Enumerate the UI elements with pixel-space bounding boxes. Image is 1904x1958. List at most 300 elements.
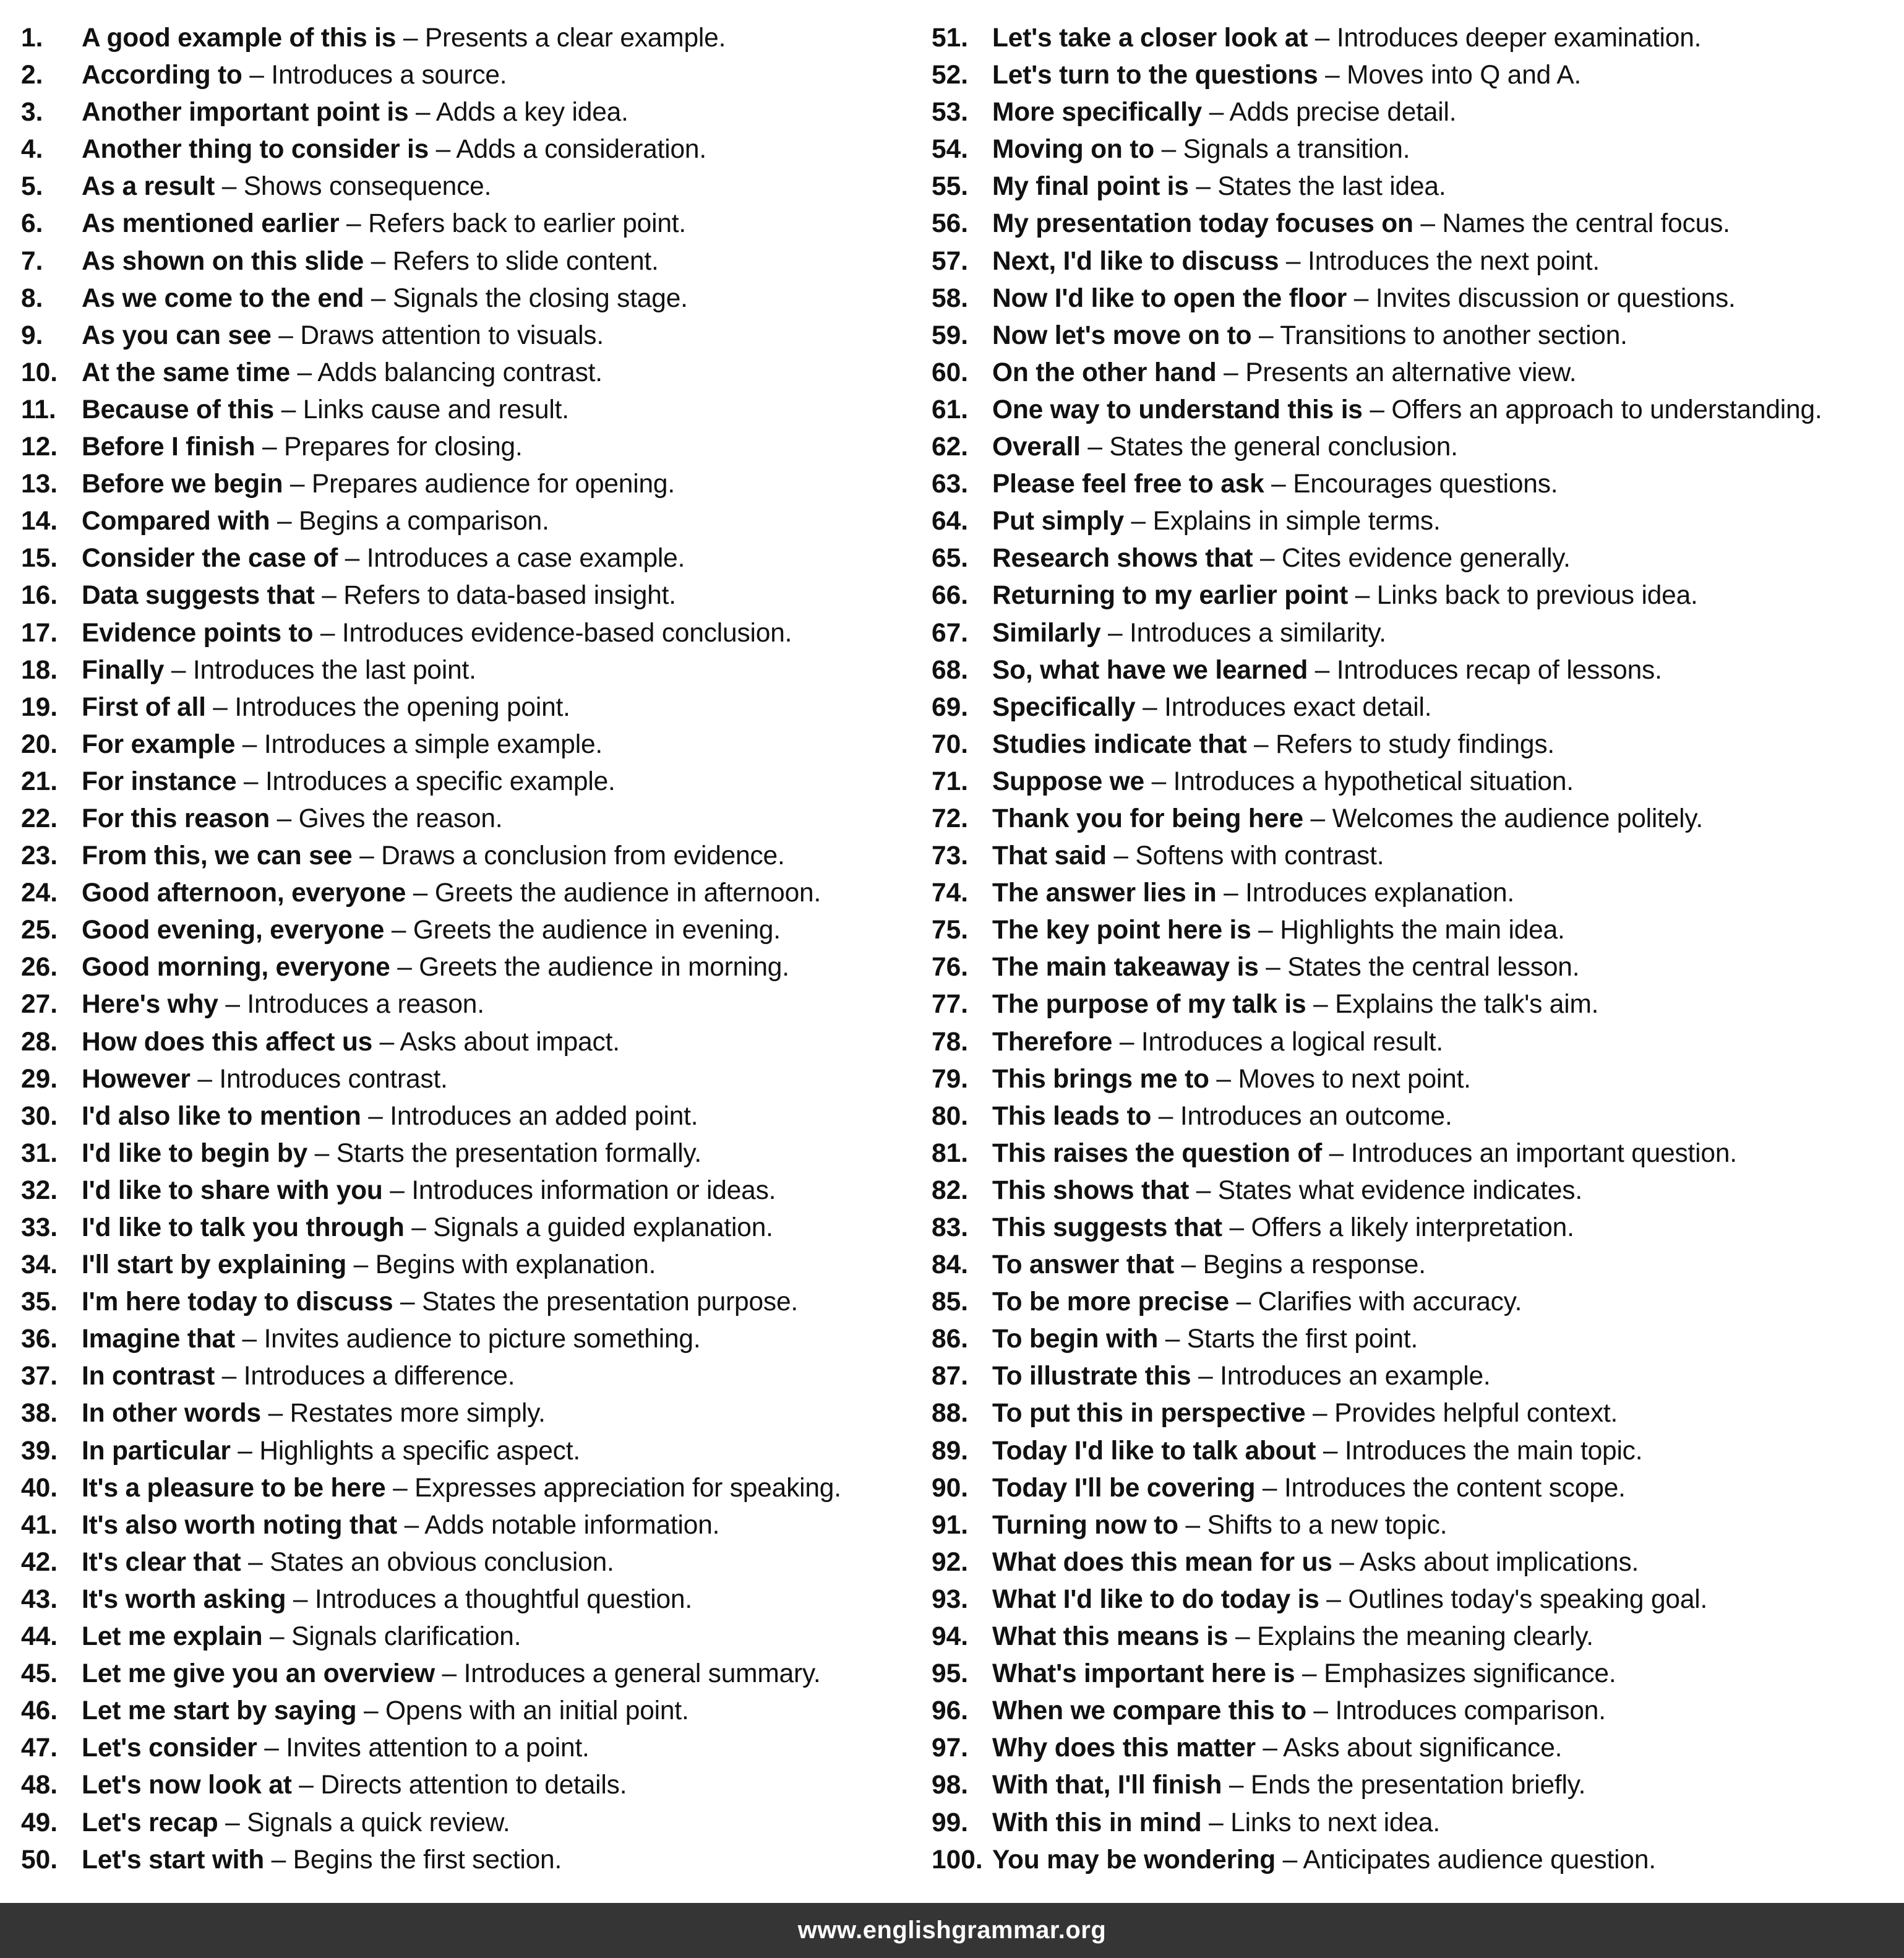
item-description: Introduces the last point. bbox=[192, 655, 476, 685]
list-item bbox=[932, 57, 1897, 94]
item-description: Prepares audience for opening. bbox=[311, 470, 675, 499]
item-separator: – bbox=[1279, 246, 1308, 276]
item-text bbox=[992, 726, 1555, 763]
item-text bbox=[992, 1693, 1606, 1730]
item-description: States the presentation purpose. bbox=[422, 1287, 799, 1317]
item-phrase: What I'd like to do today is bbox=[992, 1584, 1319, 1614]
item-text bbox=[992, 392, 1822, 429]
item-number: 97. bbox=[932, 1733, 969, 1763]
item-number: 77. bbox=[932, 990, 969, 1020]
item-text bbox=[992, 1395, 1618, 1432]
item-text bbox=[992, 1209, 1574, 1247]
item-number: 38. bbox=[21, 1399, 58, 1428]
item-description: Cites evidence generally. bbox=[1282, 544, 1571, 573]
item-text bbox=[992, 1507, 1447, 1544]
item-text bbox=[992, 1098, 1452, 1135]
item-separator: – bbox=[1348, 581, 1377, 611]
item-text bbox=[992, 1172, 1582, 1209]
item-description: Asks about implications. bbox=[1360, 1547, 1639, 1577]
item-number: 95. bbox=[932, 1659, 969, 1689]
list-item bbox=[21, 466, 912, 503]
list-item bbox=[932, 986, 1897, 1023]
item-separator: – bbox=[215, 1362, 244, 1391]
item-text bbox=[82, 540, 685, 577]
list-item bbox=[21, 726, 912, 763]
item-separator: – bbox=[406, 878, 435, 908]
list-item bbox=[21, 1581, 912, 1618]
item-phrase: My final point is bbox=[992, 172, 1189, 202]
item-text bbox=[82, 1172, 776, 1209]
item-phrase: Now let's move on to bbox=[992, 320, 1252, 350]
item-number: 21. bbox=[21, 766, 58, 796]
item-number: 90. bbox=[932, 1473, 969, 1503]
item-description: Ends the presentation briefly. bbox=[1250, 1771, 1586, 1800]
item-phrase: I'd like to begin by bbox=[82, 1138, 308, 1168]
list-item bbox=[932, 1730, 1897, 1767]
list-item bbox=[932, 838, 1897, 875]
item-number: 18. bbox=[21, 655, 58, 685]
item-phrase: Another important point is bbox=[82, 98, 409, 127]
item-number: 44. bbox=[21, 1622, 58, 1652]
item-separator: – bbox=[1080, 432, 1110, 462]
item-number: 71. bbox=[932, 766, 969, 796]
item-text bbox=[82, 838, 785, 875]
item-phrase: Before we begin bbox=[82, 470, 283, 499]
item-description: Introduces a simple example. bbox=[264, 729, 603, 759]
list-item bbox=[21, 168, 912, 205]
list-item bbox=[21, 1395, 912, 1432]
item-phrase: Another thing to consider is bbox=[82, 135, 429, 165]
item-separator: – bbox=[1308, 24, 1337, 53]
item-text bbox=[82, 1544, 614, 1581]
item-number: 86. bbox=[932, 1325, 969, 1354]
item-description: Adds a key idea. bbox=[435, 98, 628, 127]
item-number: 22. bbox=[21, 804, 58, 833]
item-number: 58. bbox=[932, 283, 969, 313]
item-number: 51. bbox=[932, 24, 969, 53]
item-separator: – bbox=[1222, 1771, 1251, 1800]
item-number: 48. bbox=[21, 1771, 58, 1800]
item-separator: – bbox=[1173, 1250, 1203, 1280]
item-number: 50. bbox=[21, 1845, 58, 1874]
item-phrase: Why does this matter bbox=[992, 1733, 1256, 1763]
footer-bar bbox=[0, 1903, 1904, 1958]
item-separator: – bbox=[230, 1436, 260, 1466]
item-separator: – bbox=[262, 1622, 292, 1652]
item-separator: – bbox=[1264, 470, 1293, 499]
list-item bbox=[932, 1767, 1897, 1804]
item-text bbox=[992, 466, 1558, 503]
item-text bbox=[992, 1618, 1593, 1655]
item-phrase: In particular bbox=[82, 1436, 231, 1466]
item-phrase: I'd like to talk you through bbox=[82, 1213, 405, 1242]
item-text bbox=[82, 392, 569, 429]
item-separator: – bbox=[1332, 1547, 1360, 1577]
list-item bbox=[21, 1172, 912, 1209]
item-text bbox=[82, 1024, 620, 1061]
item-number: 29. bbox=[21, 1064, 58, 1094]
item-number: 31. bbox=[21, 1138, 58, 1168]
item-phrase: With that, I'll finish bbox=[992, 1771, 1222, 1800]
list-item bbox=[21, 1618, 912, 1655]
item-text bbox=[82, 801, 502, 838]
list-item bbox=[932, 1507, 1897, 1544]
item-phrase: Therefore bbox=[992, 1027, 1113, 1057]
item-separator: – bbox=[1246, 729, 1276, 759]
item-phrase: I'd like to share with you bbox=[82, 1175, 383, 1205]
list-item bbox=[21, 131, 912, 168]
item-phrase: For instance bbox=[82, 766, 237, 796]
item-phrase: I'm here today to discuss bbox=[82, 1287, 393, 1317]
item-number: 3. bbox=[21, 98, 43, 127]
item-description: States the last idea. bbox=[1217, 172, 1446, 202]
item-number: 54. bbox=[932, 135, 969, 165]
item-description: States the general conclusion. bbox=[1109, 432, 1458, 462]
list-item bbox=[21, 615, 912, 652]
item-phrase: Compared with bbox=[82, 507, 270, 536]
item-separator: – bbox=[364, 246, 393, 276]
footer-url: www.englishgrammar.org bbox=[797, 1917, 1107, 1944]
item-description: Begins the first section. bbox=[293, 1845, 562, 1874]
item-phrase: My presentation today focuses on bbox=[992, 209, 1413, 239]
item-phrase: Evidence points to bbox=[82, 618, 314, 648]
item-text bbox=[82, 1507, 719, 1544]
item-number: 94. bbox=[932, 1622, 969, 1652]
item-phrase: Today I'll be covering bbox=[992, 1473, 1256, 1503]
item-description: Links to next idea. bbox=[1230, 1808, 1440, 1837]
item-number: 8. bbox=[21, 283, 43, 313]
item-text bbox=[82, 726, 603, 763]
item-separator: – bbox=[397, 1510, 425, 1540]
item-number: 73. bbox=[932, 841, 969, 871]
item-separator: – bbox=[314, 581, 344, 611]
item-phrase: At the same time bbox=[82, 358, 290, 387]
item-separator: – bbox=[1123, 507, 1153, 536]
list-item bbox=[932, 1395, 1897, 1432]
item-separator: – bbox=[1209, 1064, 1238, 1094]
list-item bbox=[932, 912, 1897, 949]
item-number: 42. bbox=[21, 1547, 58, 1577]
item-number: 53. bbox=[932, 98, 969, 127]
item-phrase: To begin with bbox=[992, 1325, 1159, 1354]
list-item bbox=[932, 1098, 1897, 1135]
list-item bbox=[21, 838, 912, 875]
item-phrase: A good example of this is bbox=[82, 24, 397, 53]
item-number: 67. bbox=[932, 618, 969, 648]
list-item bbox=[932, 1805, 1897, 1842]
item-phrase: Today I'd like to talk about bbox=[992, 1436, 1316, 1466]
item-separator: – bbox=[1189, 1175, 1218, 1205]
item-number: 56. bbox=[932, 209, 969, 239]
item-separator: – bbox=[1251, 916, 1280, 945]
item-separator: – bbox=[384, 916, 413, 945]
list-item bbox=[932, 317, 1897, 354]
item-text bbox=[992, 949, 1579, 986]
item-separator: – bbox=[261, 1399, 290, 1428]
item-phrase: Suppose we bbox=[992, 766, 1144, 796]
item-separator: – bbox=[352, 841, 382, 871]
item-phrase: According to bbox=[82, 61, 242, 90]
item-phrase: Let's take a closer look at bbox=[992, 24, 1308, 53]
item-description: Signals the closing stage. bbox=[392, 283, 688, 313]
item-description: Introduces explanation. bbox=[1245, 878, 1515, 908]
item-separator: – bbox=[1258, 953, 1288, 982]
item-phrase: What this means is bbox=[992, 1622, 1229, 1652]
item-separator: – bbox=[234, 1325, 264, 1354]
item-separator: – bbox=[264, 1845, 293, 1874]
item-separator: – bbox=[408, 98, 436, 127]
item-number: 60. bbox=[932, 358, 969, 387]
item-text bbox=[82, 94, 628, 131]
item-separator: – bbox=[1276, 1845, 1303, 1874]
item-phrase: This shows that bbox=[992, 1175, 1190, 1205]
item-description: Transitions to another section. bbox=[1280, 320, 1627, 350]
list-item bbox=[21, 1135, 912, 1172]
list-item bbox=[932, 503, 1897, 540]
list-item bbox=[932, 1024, 1897, 1061]
item-phrase: The key point here is bbox=[992, 916, 1251, 945]
item-description: Moves to next point. bbox=[1238, 1064, 1471, 1094]
item-number: 89. bbox=[932, 1436, 969, 1466]
item-text bbox=[992, 94, 1456, 131]
list-item bbox=[932, 1172, 1897, 1209]
list-item bbox=[932, 1247, 1897, 1284]
phrase-list-right-column bbox=[932, 20, 1897, 1879]
item-description: Introduces comparison. bbox=[1335, 1696, 1606, 1726]
item-phrase: One way to understand this is bbox=[992, 395, 1363, 424]
item-separator: – bbox=[1216, 878, 1246, 908]
item-separator: – bbox=[1151, 1101, 1180, 1131]
list-item bbox=[932, 875, 1897, 912]
item-number: 82. bbox=[932, 1175, 969, 1205]
item-phrase: Let me give you an overview bbox=[82, 1659, 435, 1689]
item-phrase: This suggests that bbox=[992, 1213, 1222, 1242]
item-description: Signals a quick review. bbox=[247, 1808, 510, 1837]
item-phrase: What does this mean for us bbox=[992, 1547, 1332, 1577]
list-item bbox=[21, 354, 912, 392]
item-description: Introduces a source. bbox=[271, 61, 507, 90]
list-item bbox=[932, 94, 1897, 131]
item-number: 10. bbox=[21, 358, 58, 387]
item-text bbox=[82, 1433, 580, 1470]
list-item bbox=[21, 429, 912, 466]
item-separator: – bbox=[1303, 804, 1332, 833]
item-description: Introduces a reason. bbox=[247, 990, 484, 1020]
item-text bbox=[82, 1693, 689, 1730]
item-number: 65. bbox=[932, 544, 969, 573]
item-text bbox=[82, 1655, 820, 1693]
item-description: Introduces recap of lessons. bbox=[1336, 655, 1662, 685]
item-separator: – bbox=[1255, 1733, 1284, 1763]
item-text bbox=[82, 57, 507, 94]
item-text bbox=[992, 763, 1574, 801]
item-number: 16. bbox=[21, 581, 58, 611]
item-text bbox=[992, 131, 1410, 168]
item-description: Restates more simply. bbox=[289, 1399, 546, 1428]
item-text bbox=[82, 986, 484, 1023]
item-text bbox=[82, 1321, 700, 1358]
item-number: 1. bbox=[21, 24, 43, 53]
item-description: Introduces information or ideas. bbox=[411, 1175, 776, 1205]
item-number: 45. bbox=[21, 1659, 58, 1689]
item-description: Starts the first point. bbox=[1186, 1325, 1418, 1354]
item-description: Provides helpful context. bbox=[1334, 1399, 1618, 1428]
item-separator: – bbox=[1347, 283, 1376, 313]
list-item bbox=[21, 1655, 912, 1693]
item-description: Clarifies with accuracy. bbox=[1258, 1287, 1522, 1317]
item-description: Refers to slide content. bbox=[392, 246, 659, 276]
list-item bbox=[21, 1507, 912, 1544]
item-phrase: Good morning, everyone bbox=[82, 953, 390, 982]
item-number: 36. bbox=[21, 1325, 58, 1354]
item-text bbox=[82, 1730, 590, 1767]
item-number: 26. bbox=[21, 953, 58, 982]
list-item bbox=[21, 1247, 912, 1284]
item-phrase: I'd also like to mention bbox=[82, 1101, 361, 1131]
item-number: 74. bbox=[932, 878, 969, 908]
list-item bbox=[932, 168, 1897, 205]
item-text bbox=[82, 354, 603, 392]
list-item bbox=[932, 205, 1897, 243]
item-phrase: To be more precise bbox=[992, 1287, 1229, 1317]
item-number: 12. bbox=[21, 432, 58, 462]
item-number: 92. bbox=[932, 1547, 969, 1577]
item-text bbox=[992, 1655, 1616, 1693]
item-phrase: To answer that bbox=[992, 1250, 1174, 1280]
item-number: 76. bbox=[932, 953, 969, 982]
item-description: Introduces an important question. bbox=[1350, 1138, 1737, 1168]
item-text bbox=[82, 1358, 515, 1395]
item-text bbox=[992, 1024, 1443, 1061]
item-description: States what evidence indicates. bbox=[1217, 1175, 1582, 1205]
list-item bbox=[932, 1209, 1897, 1247]
item-number: 6. bbox=[21, 209, 43, 239]
item-separator: – bbox=[164, 655, 193, 685]
item-text bbox=[992, 1470, 1626, 1507]
item-separator: – bbox=[286, 1584, 315, 1614]
item-separator: – bbox=[218, 990, 247, 1020]
item-number: 57. bbox=[932, 246, 969, 276]
item-phrase: The purpose of my talk is bbox=[992, 990, 1306, 1020]
item-number: 96. bbox=[932, 1696, 969, 1726]
item-number: 9. bbox=[21, 320, 43, 350]
item-phrase: Here's why bbox=[82, 990, 218, 1020]
item-separator: – bbox=[1305, 1399, 1335, 1428]
list-item bbox=[21, 912, 912, 949]
list-item bbox=[21, 1730, 912, 1767]
item-number: 33. bbox=[21, 1213, 58, 1242]
item-separator: – bbox=[1158, 1325, 1187, 1354]
item-phrase: This brings me to bbox=[992, 1064, 1209, 1094]
item-separator: – bbox=[346, 1250, 375, 1280]
item-description: Introduces a thoughtful question. bbox=[314, 1584, 692, 1614]
item-description: Explains in simple terms. bbox=[1152, 507, 1441, 536]
item-phrase: You may be wondering bbox=[992, 1845, 1276, 1874]
item-text bbox=[992, 875, 1514, 912]
list-item bbox=[21, 986, 912, 1023]
item-number: 27. bbox=[21, 990, 58, 1020]
item-phrase: When we compare this to bbox=[992, 1696, 1306, 1726]
list-item bbox=[932, 726, 1897, 763]
item-separator: – bbox=[1362, 395, 1392, 424]
list-item bbox=[21, 949, 912, 986]
item-number: 25. bbox=[21, 916, 58, 945]
list-item bbox=[21, 1024, 912, 1061]
list-item bbox=[21, 317, 912, 354]
item-description: Invites discussion or questions. bbox=[1375, 283, 1736, 313]
item-description: Offers an approach to understanding. bbox=[1391, 395, 1822, 424]
item-text bbox=[82, 1805, 510, 1842]
item-number: 63. bbox=[932, 470, 969, 499]
item-number: 41. bbox=[21, 1510, 58, 1540]
item-description: Adds balancing contrast. bbox=[317, 358, 603, 387]
phrase-list-left-column bbox=[21, 20, 912, 1879]
list-item bbox=[21, 763, 912, 801]
item-separator: – bbox=[1144, 766, 1173, 796]
item-separator: – bbox=[1306, 990, 1336, 1020]
list-item bbox=[932, 392, 1897, 429]
item-separator: – bbox=[382, 1175, 412, 1205]
item-phrase: I'll start by explaining bbox=[82, 1250, 347, 1280]
item-text bbox=[992, 615, 1386, 652]
item-text bbox=[992, 838, 1384, 875]
list-item bbox=[21, 1321, 912, 1358]
item-description: Introduces an added point. bbox=[390, 1101, 698, 1131]
item-text bbox=[992, 280, 1736, 317]
item-phrase: Overall bbox=[992, 432, 1081, 462]
item-text bbox=[992, 689, 1431, 726]
item-description: Emphasizes significance. bbox=[1324, 1659, 1616, 1689]
item-number: 34. bbox=[21, 1250, 58, 1280]
item-number: 11. bbox=[21, 395, 56, 424]
item-text bbox=[992, 503, 1441, 540]
item-number: 84. bbox=[932, 1250, 969, 1280]
item-separator: – bbox=[385, 1473, 415, 1503]
item-text bbox=[82, 20, 726, 57]
item-description: Introduces a case example. bbox=[366, 544, 685, 573]
item-phrase: Returning to my earlier point bbox=[992, 581, 1349, 611]
list-item bbox=[932, 429, 1897, 466]
item-description: States the central lesson. bbox=[1287, 953, 1580, 982]
item-phrase: Let's start with bbox=[82, 1845, 265, 1874]
item-number: 46. bbox=[21, 1696, 58, 1726]
list-item bbox=[932, 652, 1897, 689]
item-phrase: Turning now to bbox=[992, 1510, 1178, 1540]
list-item bbox=[21, 57, 912, 94]
item-phrase: On the other hand bbox=[992, 358, 1217, 387]
item-number: 98. bbox=[932, 1771, 969, 1800]
item-text bbox=[82, 615, 792, 652]
item-text bbox=[82, 1247, 656, 1284]
list-item bbox=[21, 1805, 912, 1842]
item-separator: – bbox=[364, 283, 393, 313]
list-item bbox=[932, 1544, 1897, 1581]
list-item bbox=[932, 615, 1897, 652]
item-number: 61. bbox=[932, 395, 969, 424]
item-description: Signals clarification. bbox=[291, 1622, 521, 1652]
item-text bbox=[82, 875, 821, 912]
item-description: Introduces a general summary. bbox=[463, 1659, 821, 1689]
item-description: Presents an alternative view. bbox=[1245, 358, 1577, 387]
item-text bbox=[992, 1061, 1471, 1098]
item-separator: – bbox=[1255, 1473, 1284, 1503]
item-number: 24. bbox=[21, 878, 58, 908]
item-text bbox=[82, 1209, 773, 1247]
item-number: 28. bbox=[21, 1027, 58, 1057]
item-text bbox=[992, 1730, 1562, 1767]
item-number: 47. bbox=[21, 1733, 58, 1763]
item-separator: – bbox=[274, 395, 303, 424]
